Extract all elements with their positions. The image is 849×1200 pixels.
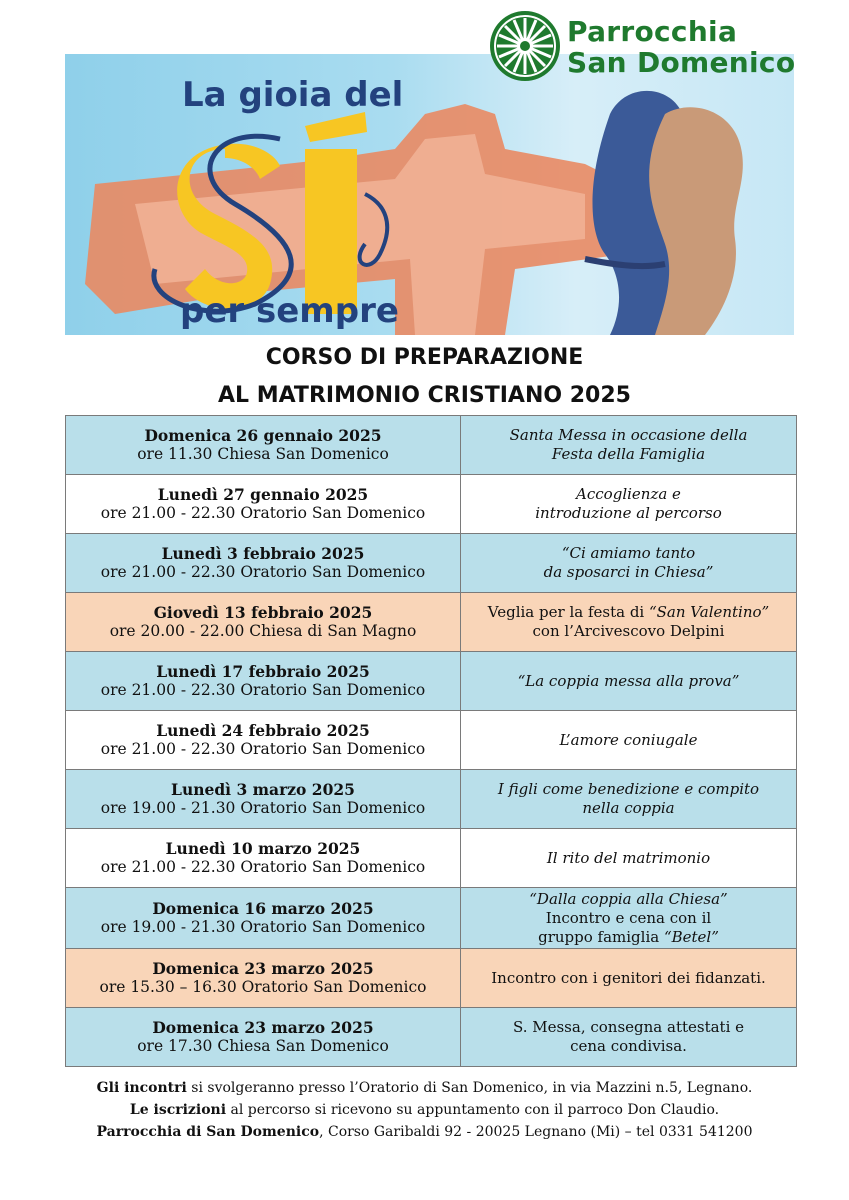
row-when	[66, 534, 461, 593]
footer-line-registration	[0, 1099, 849, 1121]
footer-label: Parrocchia di San Domenico	[96, 1124, 320, 1140]
row-time: ore 21.00 - 22.30 Oratorio San Domenico	[100, 681, 426, 699]
row-date: Lunedì 24 febbraio 2025	[156, 721, 370, 740]
logo-line1: Parrocchia	[567, 15, 738, 48]
row-desc-line	[467, 928, 790, 947]
row-desc-line: Festa della Famiglia	[551, 445, 706, 463]
footer-line-contact	[0, 1121, 849, 1143]
row-when	[66, 652, 461, 711]
row-date: Lunedì 27 gennaio 2025	[157, 485, 369, 504]
row-desc-emphasis: “San Valentino”	[648, 603, 770, 621]
row-desc-emphasis: “Betel”	[663, 927, 719, 946]
row-date: Lunedì 17 febbraio 2025	[156, 662, 370, 681]
row-when	[66, 711, 461, 770]
page-title-line2: AL MATRIMONIO CRISTIANO 2025	[218, 383, 631, 408]
row-description	[461, 829, 797, 888]
row-description	[461, 711, 797, 770]
header-banner	[65, 54, 794, 335]
table-row	[66, 711, 797, 770]
row-desc-line: “La coppia messa alla prova”	[517, 671, 740, 690]
row-when	[66, 593, 461, 652]
row-date: Domenica 26 gennaio 2025	[144, 426, 382, 445]
row-date: Lunedì 3 febbraio 2025	[161, 544, 365, 563]
row-desc-line: I figli come benedizione e compito	[497, 780, 760, 798]
row-desc-line: cena condivisa.	[570, 1037, 687, 1055]
row-desc-text: Veglia per la festa di	[487, 603, 649, 621]
row-desc-line: con l’Arcivescovo Delpini	[532, 622, 725, 640]
row-desc-line: Incontro con i genitori dei fidanzati.	[491, 968, 766, 987]
footer-text: , Corso Garibaldi 92 - 20025 Legnano (Mi) – tel 0331 541200	[319, 1124, 753, 1140]
row-date: Domenica 23 marzo 2025	[152, 1018, 374, 1037]
footer-info	[0, 1077, 849, 1143]
row-time: ore 20.00 - 22.00 Chiesa di San Magno	[109, 622, 417, 640]
row-time: ore 15.30 – 16.30 Oratorio San Domenico	[99, 978, 427, 996]
row-desc-line: Il rito del matrimonio	[546, 848, 711, 867]
footer-line-location	[0, 1077, 849, 1099]
row-desc-line: “Ci amiamo tanto	[561, 544, 696, 562]
table-row	[66, 1008, 797, 1067]
row-time: ore 21.00 - 22.30 Oratorio San Domenico	[100, 563, 426, 581]
row-description	[461, 416, 797, 475]
footer-label: Gli incontri	[96, 1080, 187, 1096]
row-when	[66, 475, 461, 534]
banner-line3: per sempre	[180, 291, 399, 331]
row-time: ore 11.30 Chiesa San Domenico	[137, 445, 389, 463]
table-row	[66, 770, 797, 829]
table-row	[66, 652, 797, 711]
row-time: ore 21.00 - 22.30 Oratorio San Domenico	[100, 740, 426, 758]
row-time: ore 17.30 Chiesa San Domenico	[137, 1037, 389, 1055]
yellow-accent	[305, 112, 367, 142]
row-desc-line: Accoglienza e	[576, 485, 681, 503]
row-date: Domenica 23 marzo 2025	[152, 959, 374, 978]
row-description	[461, 949, 797, 1008]
row-time: ore 21.00 - 22.30 Oratorio San Domenico	[100, 858, 426, 876]
row-date: Lunedì 3 marzo 2025	[171, 780, 355, 799]
row-desc-line: Santa Messa in occasione della	[509, 426, 748, 444]
row-time: ore 19.00 - 21.30 Oratorio San Domenico	[100, 918, 426, 936]
row-time: ore 21.00 - 22.30 Oratorio San Domenico	[100, 504, 426, 522]
row-when	[66, 829, 461, 888]
rose-window-icon	[489, 10, 561, 82]
row-description	[461, 475, 797, 534]
table-row	[66, 949, 797, 1008]
row-description	[461, 1008, 797, 1067]
row-date: Domenica 16 marzo 2025	[152, 899, 374, 918]
row-description	[461, 652, 797, 711]
table-row	[66, 593, 797, 652]
yellow-i-letter	[305, 149, 357, 314]
row-desc-line: S. Messa, consegna attestati e	[512, 1018, 745, 1036]
row-when	[66, 770, 461, 829]
table-row	[66, 888, 797, 949]
table-row	[66, 534, 797, 593]
row-description	[461, 770, 797, 829]
footer-text: si svolgeranno presso l’Oratorio di San Domenico, in via Mazzini n.5, Legnano.	[186, 1080, 753, 1096]
row-when	[66, 1008, 461, 1067]
row-when	[66, 416, 461, 475]
row-description	[461, 534, 797, 593]
row-description	[461, 888, 797, 949]
row-when	[66, 949, 461, 1008]
footer-label: Le iscrizioni	[129, 1102, 227, 1118]
row-desc-line	[467, 603, 790, 622]
row-desc-line: “Dalla coppia alla Chiesa”	[529, 889, 728, 908]
row-desc-text: gruppo famiglia	[538, 927, 664, 946]
footer-text: al percorso si ricevono su appuntamento con il parroco Don Claudio.	[226, 1102, 720, 1118]
table-row	[66, 475, 797, 534]
logo-line2: San Domenico	[567, 46, 796, 79]
row-description	[461, 593, 797, 652]
row-when	[66, 888, 461, 949]
row-time: ore 19.00 - 21.30 Oratorio San Domenico	[100, 799, 426, 817]
row-desc-line: Incontro e cena con il	[545, 908, 712, 927]
page-title-line1: CORSO DI PREPARAZIONE	[265, 345, 584, 370]
table-row	[66, 829, 797, 888]
logo-text	[567, 16, 842, 78]
table-row	[66, 416, 797, 475]
banner-artwork	[65, 54, 794, 335]
row-date: Lunedì 10 marzo 2025	[165, 839, 361, 858]
schedule-table	[65, 415, 797, 1067]
row-desc-line: nella coppia	[582, 799, 675, 817]
row-desc-line: da sposarci in Chiesa”	[543, 563, 714, 581]
parish-logo	[489, 10, 839, 84]
banner-line1: La gioia del	[182, 75, 404, 115]
row-date: Giovedì 13 febbraio 2025	[153, 603, 373, 622]
row-desc-line: L’amore coniugale	[559, 730, 698, 749]
row-desc-line: introduzione al percorso	[535, 504, 722, 522]
